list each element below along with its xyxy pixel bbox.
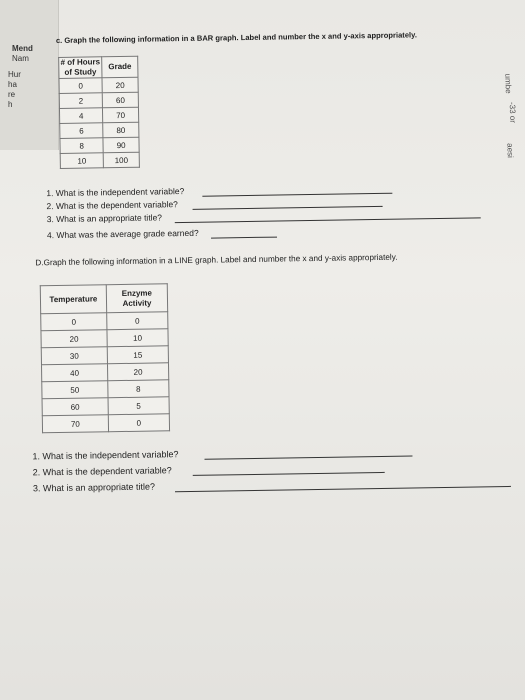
- table-cell: 15: [107, 346, 168, 364]
- answer-line[interactable]: [175, 217, 481, 223]
- table-row: [42, 397, 169, 416]
- table-cell: 0: [59, 78, 102, 94]
- under-word: Hur: [8, 70, 21, 79]
- table-row: [41, 329, 168, 348]
- table-row: [41, 363, 168, 382]
- table-cell: 80: [103, 122, 139, 138]
- under-word: h: [8, 100, 13, 109]
- table-cell: 30: [41, 347, 107, 365]
- table-row: [60, 122, 139, 138]
- table-row: [59, 77, 138, 93]
- table-row: [60, 137, 139, 153]
- table-cell: 5: [108, 397, 169, 415]
- under-word: re: [8, 90, 16, 99]
- answer-line[interactable]: [211, 237, 277, 239]
- question-c-3: 3. What is an appropriate title?: [46, 212, 163, 225]
- table-cell: 10: [60, 153, 103, 169]
- col-header-enzyme-activity: Enzyme Activity: [106, 284, 168, 313]
- answer-line[interactable]: [202, 193, 392, 197]
- table-cell: 50: [42, 381, 108, 399]
- table-cell: 20: [107, 363, 168, 381]
- table-row: [42, 414, 169, 433]
- temperature-enzyme-table: [40, 283, 170, 433]
- table-cell: 20: [41, 330, 107, 348]
- table-cell: 40: [41, 364, 107, 382]
- table-row: [41, 312, 168, 331]
- table-cell: 6: [60, 123, 103, 139]
- answer-line[interactable]: [175, 486, 511, 492]
- table-cell: 60: [102, 92, 138, 108]
- col-header-temperature: Temperature: [40, 285, 106, 314]
- under-word: ha: [8, 80, 17, 89]
- table-cell: 90: [103, 137, 139, 153]
- table-cell: 20: [102, 77, 138, 93]
- table-cell: 8: [108, 380, 169, 398]
- question-c-2: 2. What is the dependent variable?: [46, 199, 178, 212]
- hours-grade-table: [58, 56, 140, 169]
- col-header-grade: Grade: [102, 56, 138, 78]
- question-c-1: 1. What is the independent variable?: [46, 186, 185, 199]
- table-row: [59, 107, 138, 123]
- table-cell: 0: [108, 414, 169, 432]
- question-d-1: 1. What is the independent variable?: [32, 449, 179, 462]
- edge-word: aesi: [505, 143, 515, 159]
- table-cell: 8: [60, 138, 103, 154]
- edge-word: -33 or: [507, 101, 518, 124]
- table-cell: 0: [41, 313, 107, 331]
- table-row: [42, 380, 169, 399]
- question-d-3: 3. What is an appropriate title?: [32, 481, 156, 494]
- question-c-4: 4. What was the average grade earned?: [46, 227, 199, 241]
- table-cell: 2: [59, 93, 102, 109]
- answer-line[interactable]: [204, 455, 412, 459]
- edge-word: umbe: [503, 73, 513, 94]
- answer-line[interactable]: [193, 472, 385, 476]
- col-header-hours: # of Hours of Study: [60, 57, 101, 77]
- table-cell: 70: [42, 415, 108, 433]
- under-word: Mend: [12, 44, 33, 53]
- table-row: [59, 92, 138, 108]
- table-cell: 100: [103, 152, 139, 168]
- table-cell: 0: [107, 312, 168, 330]
- question-d-2: 2. What is the dependent variable?: [32, 465, 172, 478]
- table-cell: 70: [103, 107, 139, 123]
- section-c-heading: c. Graph the following information in a BAR graph. Label and number the x and y-axis appropriately.: [55, 30, 417, 46]
- table-cell: 60: [42, 398, 108, 416]
- answer-line[interactable]: [193, 206, 383, 210]
- section-d-heading: D.Graph the following information in a LINE graph. Label and number the x and y-axis appropriately.: [35, 252, 398, 268]
- table-row: [41, 346, 168, 365]
- table-cell: 4: [59, 108, 102, 124]
- table-row: [60, 152, 139, 168]
- table-cell: 10: [107, 329, 168, 347]
- under-word: Nam: [12, 54, 29, 63]
